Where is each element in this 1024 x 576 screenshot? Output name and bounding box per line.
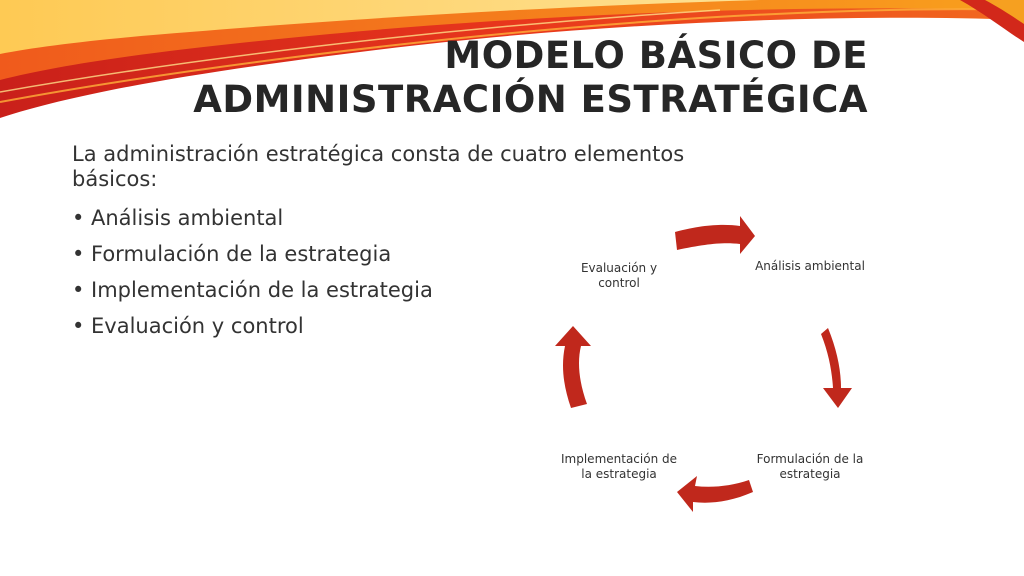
cycle-diagram — [555, 210, 885, 540]
title-line-1: MODELO BÁSICO DE — [444, 34, 868, 77]
bullet-text: Evaluación y control — [91, 314, 304, 338]
bullet-icon: • — [72, 242, 85, 266]
intro-text: La administración estratégica consta de cuatro elementos básicos: — [72, 142, 685, 191]
title-line-2: ADMINISTRACIÓN ESTRATÉGICA — [193, 78, 868, 121]
bullet-text: Implementación de la estrategia — [91, 278, 433, 302]
slide-title — [193, 34, 868, 122]
cycle-node-analisis: Análisis ambiental — [755, 259, 865, 273]
bullet-icon: • — [72, 314, 85, 338]
arrow-left-icon — [555, 326, 591, 408]
arrow-bottom-icon — [677, 476, 753, 512]
bullet-text: Formulación de la estrategia — [91, 242, 392, 266]
arrow-top-icon — [675, 216, 755, 254]
arrow-right-icon — [821, 328, 852, 408]
cycle-node-evaluacion: Evaluación y control — [580, 261, 658, 290]
cycle-node-formulacion: Formulación de la estrategia — [756, 452, 864, 481]
cycle-node-implementacion: Implementación de la estrategia — [561, 452, 677, 481]
bullet-icon: • — [72, 278, 85, 302]
bullet-icon: • — [72, 206, 85, 230]
bullet-text: Análisis ambiental — [91, 206, 284, 230]
